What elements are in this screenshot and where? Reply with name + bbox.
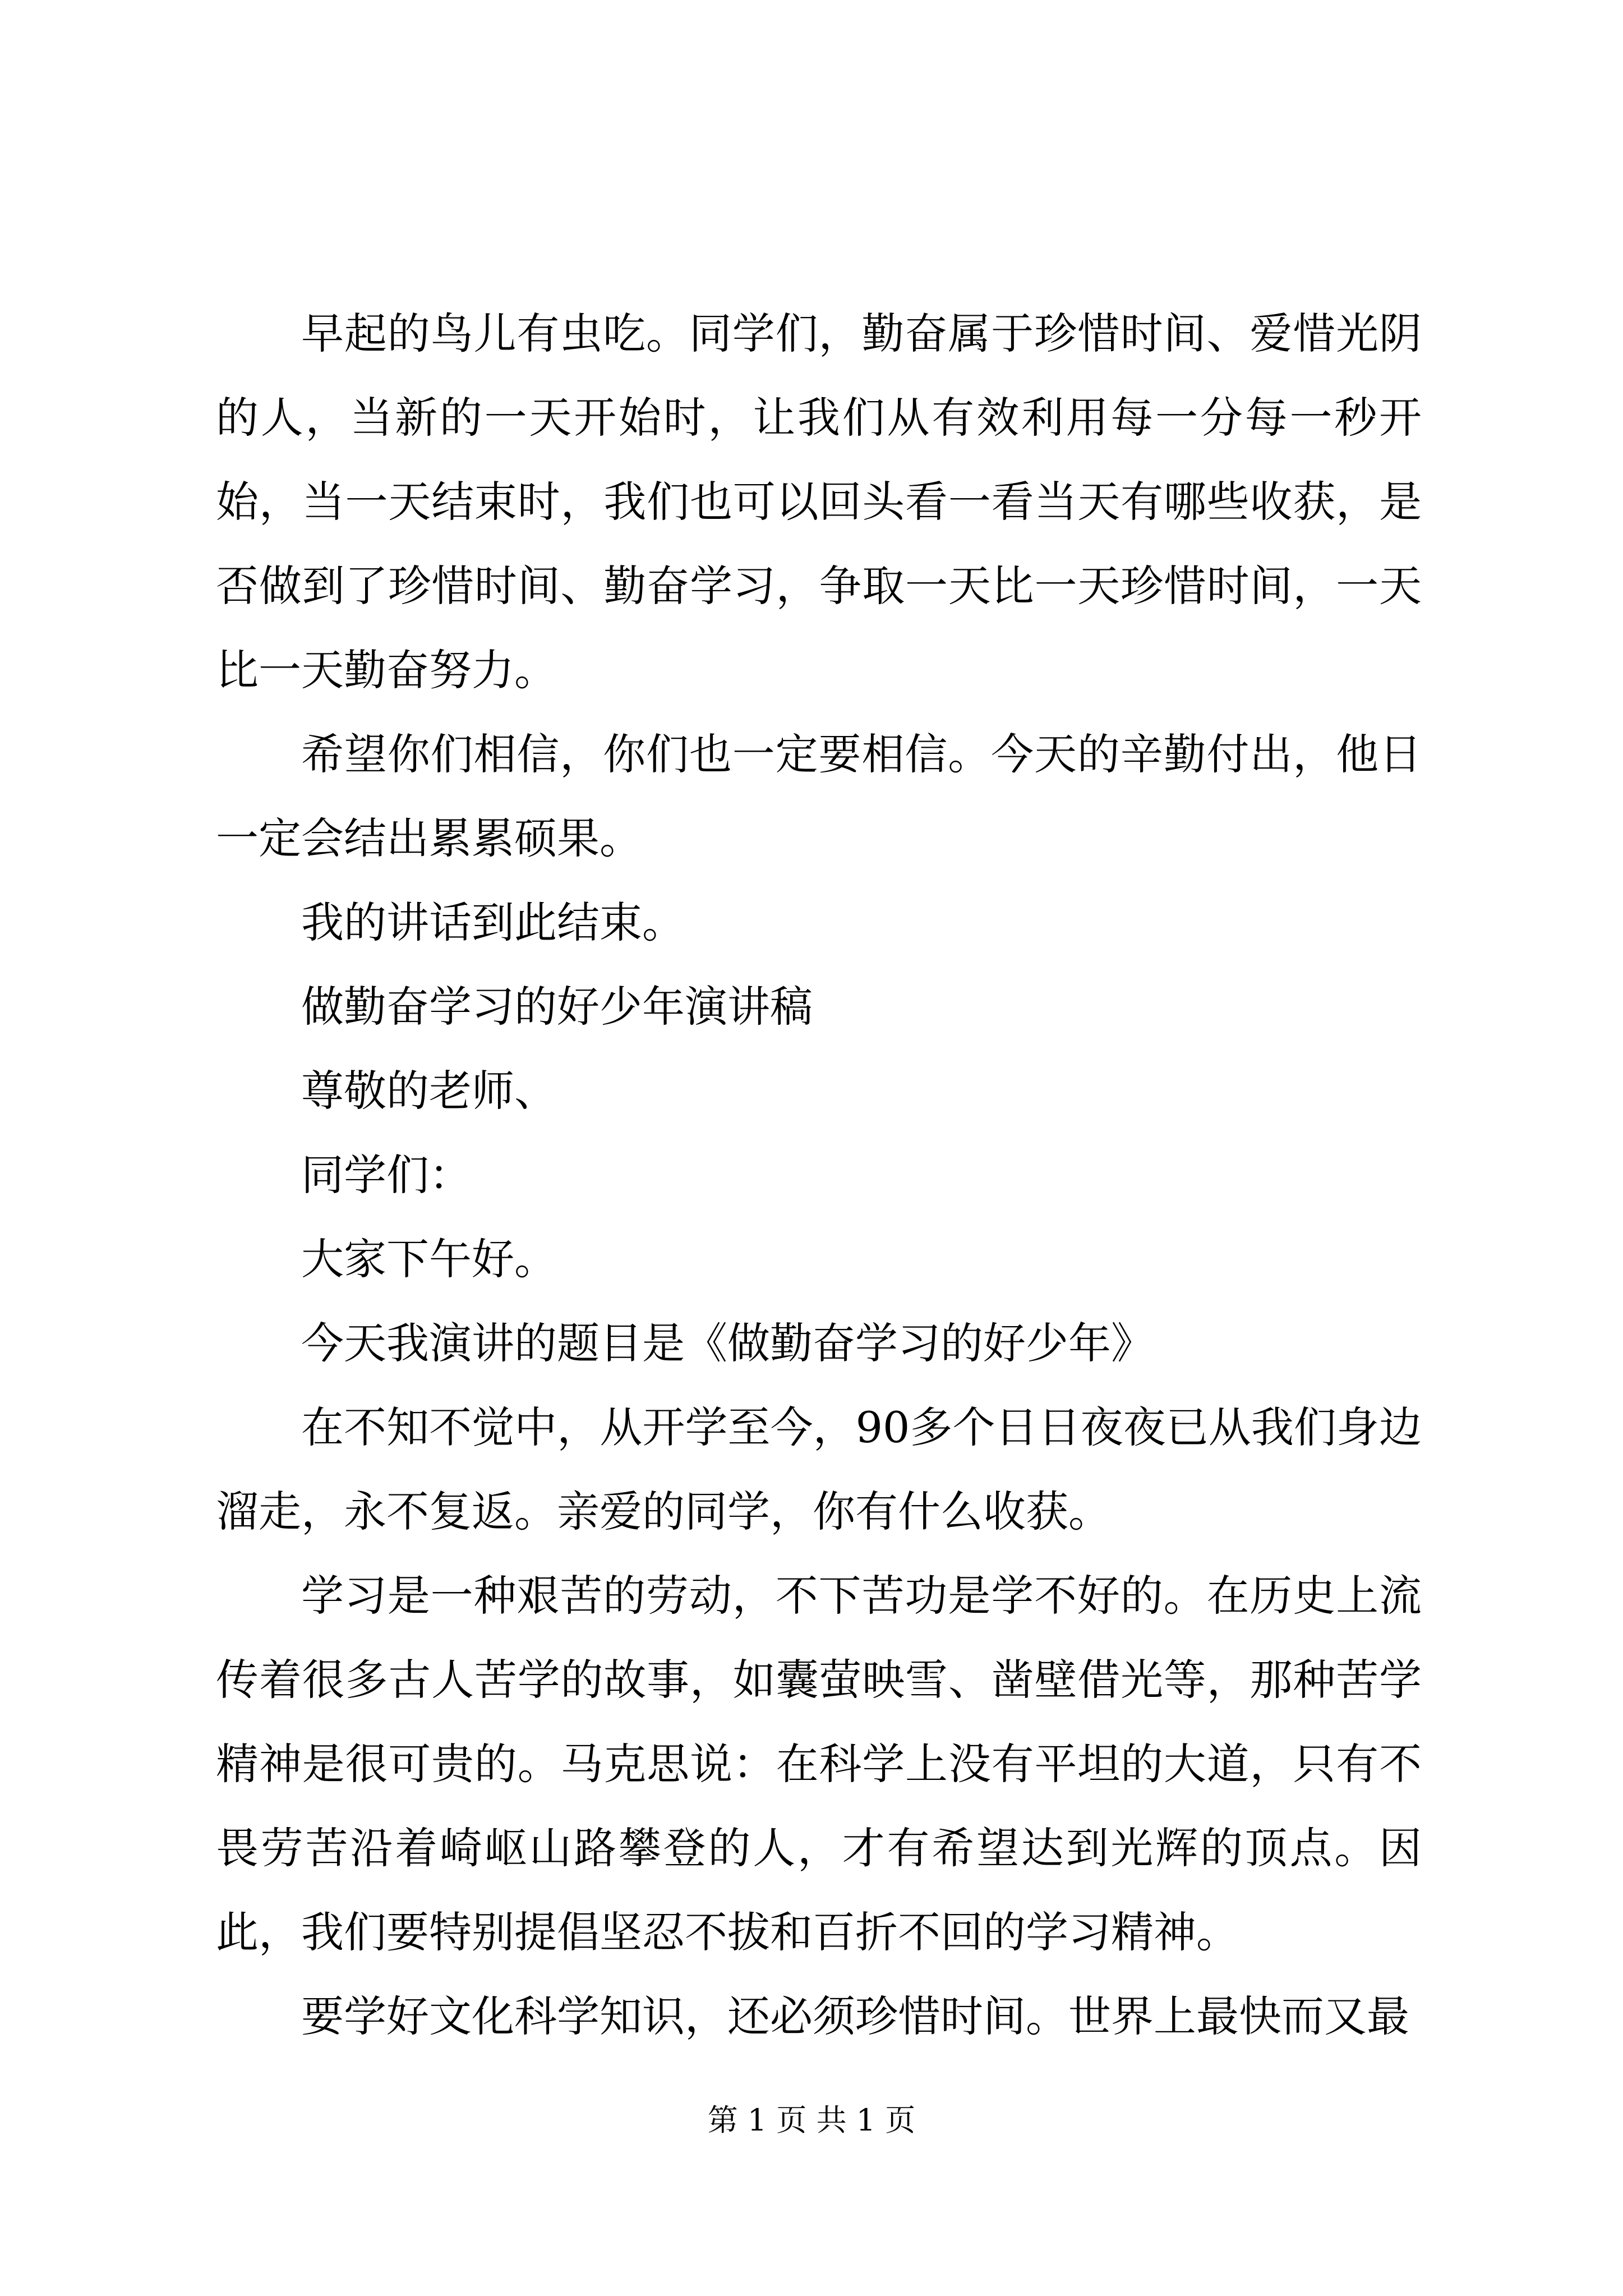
paragraph-2: 希望你们相信，你们也一定要相信。今天的辛勤付出，他日一定会结出累累硕果。	[216, 729, 1422, 863]
page-footer: 第 1 页 共 1 页	[707, 2102, 916, 2138]
paragraph-1: 早起的鸟儿有虫吃。同学们，勤奋属于珍惜时间、爱惜光阴的人，当新的一天开始时，让我们从有效利用每一分每一秒开始，当一天结束时，我们也可以回头看一看当天有哪些收获，是否做到了珍惜时间、勤奋学习，争取一天比一天珍惜时间，一天比一天勤奋努力。	[216, 309, 1422, 695]
paragraph-9: 在不知不觉中，从开学至今，90多个日日夜夜已从我们身边溜走，永不复返。亲爱的同学，你有什么收获。	[216, 1402, 1422, 1536]
paragraph-10: 学习是一种艰苦的劳动，不下苦功是学不好的。在历史上流传着很多古人苦学的故事，如囊萤映雪、凿壁借光等，那种苦学精神是很可贵的。马克思说：在科学上没有平坦的大道，只有不畏劳苦沿着崎岖山路攀登的人，才有希望达到光辉的顶点。因此，我们要特别提倡坚忍不拔和百折不回的学习精神。	[216, 1571, 1422, 1957]
paragraph-topic: 今天我演讲的题目是《做勤奋学习的好少年》	[301, 1318, 1154, 1368]
document-body	[216, 292, 1422, 2059]
greeting: 大家下午好。	[301, 1234, 557, 1284]
paragraph-3: 我的讲话到此结束。	[301, 898, 685, 947]
salutation-teachers: 尊敬的老师、	[301, 1066, 557, 1116]
speech-title: 做勤奋学习的好少年演讲稿	[301, 982, 813, 1032]
salutation-students: 同学们：	[301, 1150, 472, 1200]
paragraph-11: 要学好文化科学知识，还必须珍惜时间。世界上最快而又最	[301, 1991, 1409, 2041]
